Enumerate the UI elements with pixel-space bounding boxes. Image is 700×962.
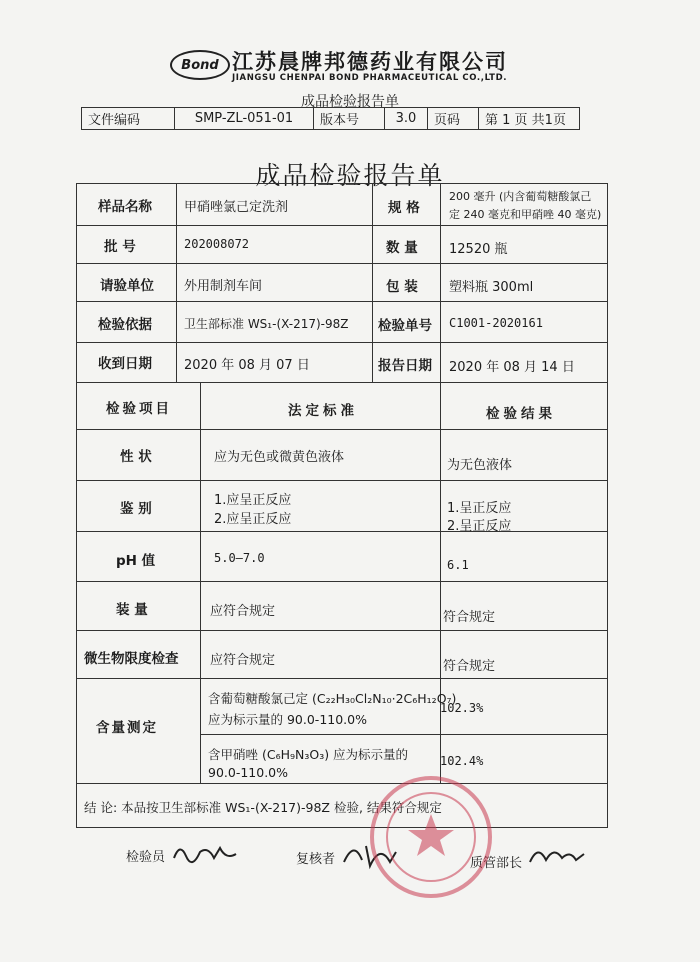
logo-text: Bond: [181, 57, 219, 73]
row-divider: [76, 382, 608, 383]
spec-label: 规 格: [388, 200, 420, 216]
sample-name-label: 样品名称: [98, 199, 152, 215]
document-meta-table: [81, 107, 580, 130]
report-date-label: 报告日期: [378, 358, 432, 374]
report-no-value: C1001-2020161: [449, 316, 543, 330]
content-standard: 90.0-110.0%: [208, 765, 289, 780]
test-item: 装 量: [116, 602, 148, 618]
col-divider: [372, 183, 373, 382]
test-standard: 应符合规定: [210, 653, 276, 668]
company-name-en: JIANGSU CHENPAI BOND PHARMACEUTICAL CO.,LTD.: [232, 73, 508, 83]
row-divider: [200, 734, 608, 735]
test-standard: 2.应呈正反应: [214, 512, 292, 527]
reviewer-label: 复核者: [296, 852, 336, 867]
inspector-label: 检验员: [126, 850, 166, 865]
col-item-header: 检验项目: [106, 401, 172, 417]
seal-star-icon: [374, 780, 488, 894]
test-standard: 应为无色或微黄色液体: [214, 450, 345, 465]
unit-label: 请验单位: [100, 278, 154, 294]
spec-value-line1: 200 毫升 (内含葡萄糖酸氯己: [449, 190, 592, 203]
received-value: 2020 年 08 月 07 日: [184, 358, 310, 373]
version-value: 3.0: [385, 108, 428, 130]
test-item: 鉴 别: [120, 501, 152, 517]
row-divider: [76, 531, 608, 532]
row-divider: [76, 263, 608, 264]
test-result: 为无色液体: [447, 458, 513, 473]
spec-value-line2: 定 240 毫克和甲硝唑 40 毫克): [449, 208, 602, 221]
row-divider: [76, 429, 608, 430]
content-standard: 含甲硝唑 (C₆H₉N₃O₃) 应为标示量的: [208, 747, 409, 762]
report-title: 成品检验报告单: [255, 161, 445, 190]
row-divider: [76, 630, 608, 631]
content-standard: 含葡萄糖酸氯己定 (C₂₂H₃₀Cl₂N₁₀·2C₆H₁₂O₇): [208, 691, 457, 706]
row-divider: [76, 783, 608, 784]
qa-signature: [526, 840, 588, 870]
row-divider: [76, 581, 608, 582]
quantity-value: 12520 瓶: [449, 242, 508, 257]
doc-no-label: 文件编码: [82, 108, 175, 130]
col-divider: [440, 183, 441, 382]
row-divider: [76, 225, 608, 226]
report-no-label: 检验单号: [378, 318, 432, 334]
package-value: 塑料瓶 300ml: [449, 280, 534, 295]
sample-name-value: 甲硝唑氯己定洗剂: [184, 200, 289, 215]
page-value: 第 1 页 共1页: [479, 108, 580, 130]
row-divider: [76, 678, 608, 679]
test-result: 6.1: [447, 558, 469, 572]
package-label: 包 装: [386, 279, 418, 295]
conclusion: 结 论: 本品按卫生部标准 WS₁-(X-217)-98Z 检验, 结果符合规定: [84, 800, 442, 815]
content-standard: 应为标示量的 90.0-110.0%: [208, 712, 367, 727]
received-label: 收到日期: [98, 356, 152, 372]
version-label: 版本号: [314, 108, 385, 130]
col-result-header: 检验结果: [486, 406, 556, 422]
batch-value: 202008072: [184, 237, 250, 251]
content-result: 102.3%: [440, 701, 484, 715]
content-item: 含量测定: [96, 720, 158, 736]
quantity-label: 数 量: [386, 240, 418, 256]
unit-value: 外用制剂车间: [184, 279, 263, 294]
test-result: 2.呈正反应: [447, 519, 512, 534]
company-name-cn: 江苏晨牌邦德药业有限公司: [232, 50, 508, 74]
test-item: 性 状: [120, 449, 152, 465]
test-standard: 5.0—7.0: [214, 551, 265, 565]
row-divider: [76, 342, 608, 343]
company-logo: [170, 50, 230, 80]
qa-label: 质管部长: [470, 856, 523, 871]
test-standard: 应符合规定: [210, 604, 276, 619]
test-result: 1.呈正反应: [447, 501, 512, 516]
doc-no-value: SMP-ZL-051-01: [175, 108, 314, 130]
test-result: 符合规定: [443, 659, 496, 674]
col-divider: [200, 382, 201, 783]
col-divider: [440, 382, 441, 783]
quality-seal-stamp: [370, 776, 492, 898]
basis-label: 检验依据: [98, 317, 152, 333]
batch-label: 批 号: [104, 239, 136, 255]
col-divider: [176, 183, 177, 382]
test-item: pH 值: [116, 553, 156, 569]
col-standard-header: 法定标准: [288, 403, 358, 419]
basis-value: 卫生部标准 WS₁-(X-217)-98Z: [184, 317, 349, 331]
test-item: 微生物限度检查: [84, 651, 179, 667]
row-divider: [76, 480, 608, 481]
test-standard: 1.应呈正反应: [214, 493, 292, 508]
content-result: 102.4%: [440, 754, 484, 768]
report-date-value: 2020 年 08 月 14 日: [449, 360, 575, 375]
page-label: 页码: [428, 108, 479, 130]
form-header-title: 成品检验报告单: [301, 94, 399, 110]
inspector-signature: [170, 838, 240, 868]
test-result: 符合规定: [443, 610, 496, 625]
row-divider: [76, 301, 608, 302]
